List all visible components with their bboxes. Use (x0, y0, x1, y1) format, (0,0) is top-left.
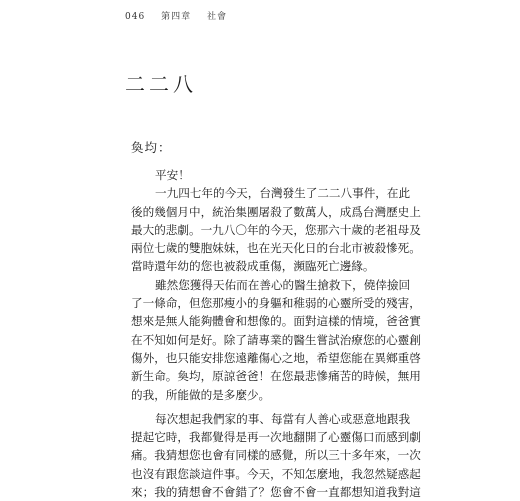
text-line: 新生命。奐均，原諒爸爸！在您最悲慘痛苦的時候，無用 (131, 369, 421, 384)
page-number: 046 (125, 12, 146, 22)
text-line: 想來是無人能夠體會和想像的。面對這樣的情境，爸爸實 (131, 314, 421, 329)
text-line: 痛。我猜想您也會有同樣的感覺，所以三十多年來，一次 (131, 448, 421, 463)
text-line: 最大的悲劇。一九八〇年的今天，您那六十歲的老祖母及 (131, 222, 421, 237)
paragraph-3 (131, 410, 421, 501)
text-line: 當時還年幼的您也被殺成重傷，瀕臨死亡邊緣。 (131, 259, 375, 274)
text-line: 在不知如何是好。除了請專業的醫生嘗試治療您的心靈創 (131, 332, 421, 347)
running-header (125, 9, 239, 22)
letter-body (131, 166, 421, 501)
text-line: 每次想起我們家的事、每當有人善心或惡意地跟我 (155, 411, 411, 426)
paragraph-greeting (131, 166, 389, 184)
text-line: 了一條命，但您那瘦小的身軀和稚弱的心靈所受的殘害， (131, 296, 421, 311)
section-title: 二二八 (125, 72, 197, 96)
letter-salutation: 奐均： (131, 140, 172, 155)
text-line: 提起它時，我都覺得是再一次地翻開了心靈傷口而感到劇 (131, 430, 421, 445)
text-line: 傷外，也只能安排您遠離傷心之地，希望您能在異鄉重啓 (131, 350, 421, 365)
text-line: 來；我的猜想會不會錯了？您會不會一直都想知道我對這 (131, 485, 421, 500)
text-line: 一九四七年的今天，台灣發生了二二八事件，在此 (155, 186, 411, 201)
paragraph-1 (131, 184, 421, 275)
chapter-label: 第四章 (161, 12, 192, 22)
text-line: 也沒有跟您談這件事。今天，不知怎麼地，我忽然疑惑起 (131, 466, 421, 481)
text-line: 平安！ (155, 168, 190, 182)
text-line: 兩位七歲的雙胞妹妹，也在光天化日的台北市被殺慘死。 (131, 241, 421, 256)
chapter-name: 社會 (206, 12, 227, 22)
paragraph-2 (131, 276, 421, 404)
text-line: 的我，所能做的是多麼少。 (131, 387, 271, 402)
text-line: 後的幾個月中，統治集團屠殺了數萬人，成爲台灣歷史上 (131, 204, 421, 219)
text-line: 雖然您獲得天佑而在善心的醫生搶救下，僥倖撿回 (155, 277, 411, 292)
